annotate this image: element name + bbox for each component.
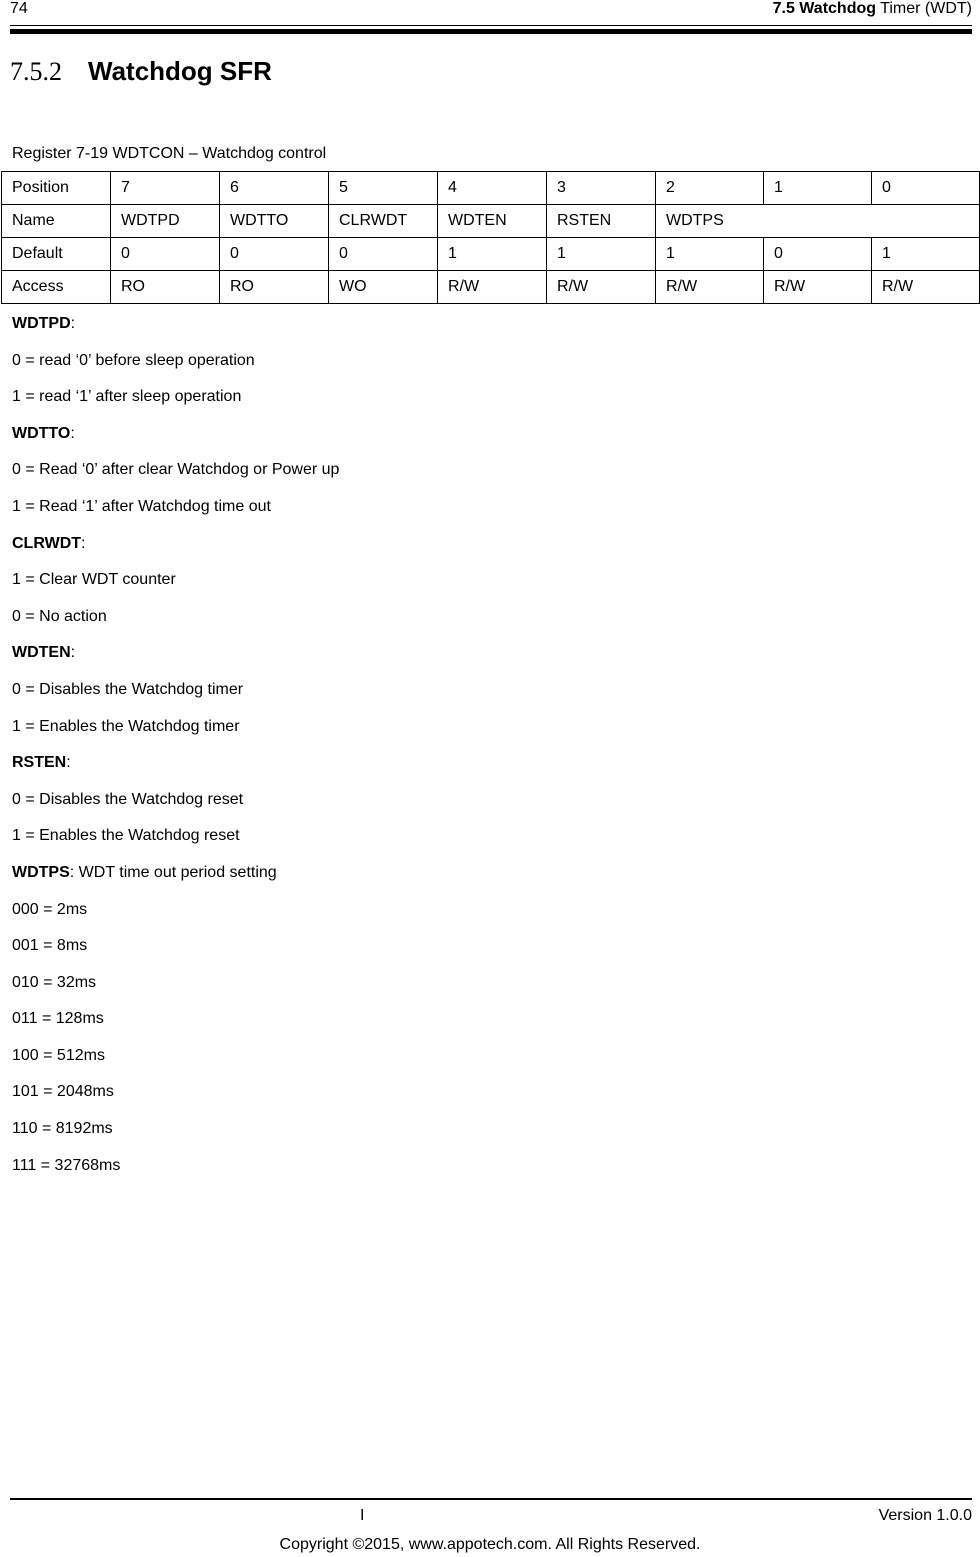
bit-cell: 1	[438, 238, 547, 271]
rsten-heading	[12, 745, 962, 782]
row-label: Name	[2, 205, 111, 238]
header-title-bold: 7.5 Watchdog	[772, 0, 877, 17]
bit-name-cell: WDTPS	[656, 205, 980, 238]
header-rule-thin	[10, 25, 972, 26]
field-suffix: :	[70, 424, 75, 442]
description-line: 011 = 128ms	[12, 1010, 104, 1028]
bit-cell: 1	[656, 238, 764, 271]
field-suffix: :	[81, 534, 86, 552]
description-line: 0 = Disables the Watchdog timer	[12, 680, 244, 698]
row-label: Default	[2, 238, 111, 271]
description-line: 1 = Read ‘1’ after Watchdog time out	[12, 497, 271, 515]
footer-version: Version 1.0.0	[878, 1507, 972, 1524]
footer-center-mark: I	[360, 1507, 365, 1524]
header-title-rest: Timer (WDT)	[876, 0, 972, 17]
bit-cell: 0	[220, 238, 329, 271]
section-heading	[10, 56, 272, 87]
description-line: 0 = No action	[12, 607, 107, 625]
description-line: 1 = Enables the Watchdog reset	[12, 827, 240, 845]
bit-cell: 7	[111, 172, 220, 205]
description-line: 1 = read ‘1’ after sleep operation	[12, 388, 242, 406]
table-row-name	[2, 205, 980, 238]
footer-copyright: Copyright ©2015, www.appotech.com. All Rights Reserved.	[279, 1536, 701, 1553]
description-line: 1 = Clear WDT counter	[12, 571, 176, 589]
bit-cell: 4	[438, 172, 547, 205]
bit-cell: 0	[111, 238, 220, 271]
footer-rule	[10, 1498, 972, 1500]
description-line: 111 = 32768ms	[12, 1156, 121, 1174]
table-row-default	[2, 238, 980, 271]
description-line: 0 = read ‘0’ before sleep operation	[12, 351, 255, 369]
field-name: WDTTO	[12, 424, 71, 442]
bit-cell: RO	[111, 271, 220, 304]
page-header	[10, 0, 972, 24]
bit-cell: R/W	[547, 271, 656, 304]
bit-cell: WO	[329, 271, 438, 304]
bit-cell: 1	[764, 172, 872, 205]
section-title: Watchdog SFR	[88, 56, 272, 86]
bit-cell: R/W	[438, 271, 547, 304]
bit-name-cell: RSTEN	[547, 205, 656, 238]
bit-cell: RO	[220, 271, 329, 304]
field-name: CLRWDT	[12, 534, 82, 552]
bit-cell: 0	[329, 238, 438, 271]
row-label: Access	[2, 271, 111, 304]
bit-cell: R/W	[872, 271, 980, 304]
bit-name-cell: WDTTO	[220, 205, 329, 238]
description-line: 1 = Enables the Watchdog timer	[12, 717, 240, 735]
description-line: 000 = 2ms	[12, 900, 88, 918]
wdtpd-heading	[12, 306, 962, 343]
description-line: 0 = Read ‘0’ after clear Watchdog or Power up	[12, 461, 340, 479]
description-line: 101 = 2048ms	[12, 1083, 114, 1101]
bit-cell: 3	[547, 172, 656, 205]
table-row-position	[2, 172, 980, 205]
field-name: WDTPS	[12, 863, 70, 881]
description-line: 010 = 32ms	[12, 973, 97, 991]
page-number: 74	[10, 0, 28, 17]
bit-name-cell: CLRWDT	[329, 205, 438, 238]
bit-cell: 2	[656, 172, 764, 205]
field-suffix: :	[66, 754, 71, 772]
wdtps-heading	[12, 855, 962, 892]
bit-cell: 1	[547, 238, 656, 271]
header-title	[773, 0, 972, 18]
bit-cell: 1	[872, 238, 980, 271]
description-line: 110 = 8192ms	[12, 1120, 113, 1138]
register-caption: Register 7-19 WDTCON – Watchdog control	[12, 145, 327, 162]
clrwdt-heading	[12, 526, 962, 563]
bit-name-cell: WDTEN	[438, 205, 547, 238]
field-name: RSTEN	[12, 754, 67, 772]
bit-cell: 0	[872, 172, 980, 205]
bit-descriptions	[12, 306, 962, 1184]
description-line: 001 = 8ms	[12, 937, 88, 955]
field-name: WDTEN	[12, 644, 71, 662]
register-table	[1, 171, 980, 304]
bit-cell: 6	[220, 172, 329, 205]
wdten-heading	[12, 635, 962, 672]
table-row-access	[2, 271, 980, 304]
field-suffix: : WDT time out period setting	[69, 863, 277, 881]
description-line: 0 = Disables the Watchdog reset	[12, 790, 244, 808]
bit-cell: R/W	[764, 271, 872, 304]
wdtto-heading	[12, 416, 962, 453]
bit-cell: 0	[764, 238, 872, 271]
section-number: 7.5.2	[10, 57, 62, 86]
description-line: 100 = 512ms	[12, 1046, 105, 1064]
bit-cell: R/W	[656, 271, 764, 304]
row-label: Position	[2, 172, 111, 205]
bit-cell: 5	[329, 172, 438, 205]
header-rule-thick	[10, 29, 972, 34]
field-suffix: :	[70, 644, 76, 662]
field-suffix: :	[70, 315, 76, 332]
field-name: WDTPD	[12, 315, 71, 332]
bit-name-cell: WDTPD	[111, 205, 220, 238]
